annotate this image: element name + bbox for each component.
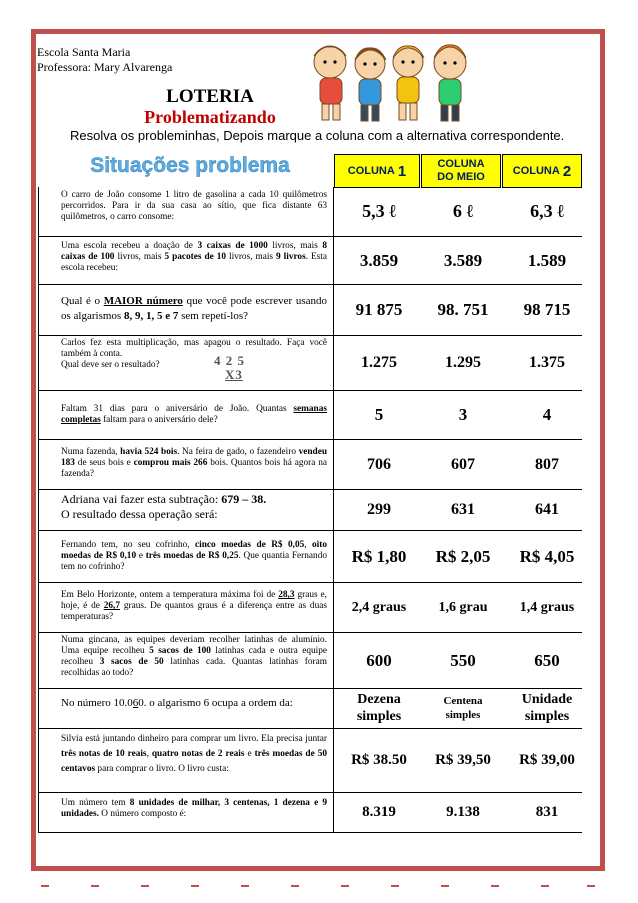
question-cell	[38, 530, 334, 582]
q-bold: 9 livros	[276, 252, 306, 262]
table-row	[38, 688, 582, 729]
q-bold: oito moedas de R$ 0,10	[61, 540, 327, 561]
answer-col1[interactable]: Dezena simples	[356, 692, 402, 724]
q-text: O resultado dessa operação será:	[61, 507, 218, 521]
q-text: Uma escola recebeu a doação de	[61, 241, 198, 251]
q-text: . Que quantia Fernando tem no cofrinho?	[61, 551, 327, 572]
q-bold: MAIOR número	[103, 295, 183, 307]
multiplication-factor: X3	[225, 367, 243, 382]
table-row	[38, 439, 582, 490]
q-text: sem repetí-los?	[178, 310, 248, 322]
answer-col1[interactable]: R$ 1,80	[351, 546, 407, 566]
q-text: Adriana vai fazer esta subtração:	[61, 492, 222, 506]
section-title: Situações problema	[90, 154, 290, 177]
answer-col1[interactable]: 600	[366, 650, 392, 670]
children-illustration	[300, 32, 500, 124]
table-row	[38, 284, 582, 336]
answer-col1[interactable]: 299	[367, 501, 391, 518]
teacher-name: Professora: Mary Alvarenga	[37, 60, 173, 74]
answer-col2[interactable]: R$ 4,05	[519, 546, 575, 566]
q-bold: três moedas de R$ 0,25	[145, 551, 239, 561]
q-text: Qual é o	[61, 295, 104, 307]
table-row	[38, 728, 582, 793]
q-text: Silvia está juntando dinheiro para comprar um livro. Ela precisa juntar	[61, 734, 327, 744]
question-cell	[38, 688, 334, 728]
table-row	[38, 632, 582, 689]
q-bold: 5 pacotes de 10	[164, 252, 227, 262]
table-row	[38, 489, 582, 531]
q-bold: 26,7	[103, 601, 121, 611]
answer-col1[interactable]: 8.319	[362, 803, 396, 820]
q-bold: 8 unidades de milhar, 3 centenas, 1 dezena e 9 unidades.	[61, 798, 327, 819]
q-text: graus e, hoje, é de	[61, 590, 327, 611]
instruction-text: Resolva os probleminhas, Depois marque a coluna com a alternativa correspondente.	[70, 128, 565, 143]
answer-col2[interactable]: Unidade simples	[521, 692, 573, 724]
q-bold: semanas completas	[61, 404, 327, 425]
q-text: faltam para o aniversário dele?	[100, 415, 218, 425]
q-text: Em Belo Horizonte, ontem a temperatura máxima foi de	[61, 590, 279, 600]
column-middle-header	[421, 154, 501, 188]
q-text: Fernando tem, no seu cofrinho,	[61, 540, 196, 550]
q-text: O número composto é:	[98, 809, 187, 819]
q-text: Um número tem	[61, 798, 130, 808]
page-title: LOTERIA	[166, 86, 254, 107]
q-underline: 6	[132, 697, 139, 709]
table-row	[38, 792, 582, 833]
answer-colmid[interactable]: 6 ℓ	[452, 201, 474, 221]
answer-colmid[interactable]: Centena simples	[443, 695, 483, 721]
school-name: Escola Santa Maria	[37, 45, 131, 59]
column-middle-label-2: DO MEIO	[437, 171, 485, 183]
answer-col2[interactable]: 1,4 graus	[519, 599, 575, 615]
table-row	[38, 530, 582, 583]
question-cell: O carro de João consome 1 litro de gasolina a cada 10 quilômetros percorridos. Para ir da sua casa ao sítio, que fica distante 63 quilômetros, o carro consome:	[38, 187, 334, 236]
answer-col2[interactable]: R$ 39,00	[519, 751, 575, 768]
answer-colmid[interactable]: 607	[451, 455, 475, 473]
question-cell	[38, 728, 334, 792]
table-row	[38, 187, 582, 237]
q-bold: comprou mais 266	[133, 458, 208, 468]
table-row	[38, 335, 582, 391]
answer-col2[interactable]: 1.375	[529, 354, 565, 371]
answer-colmid[interactable]: 550	[450, 650, 476, 670]
question-cell	[38, 284, 334, 335]
q-bold: 5 sacos de 100	[149, 646, 211, 656]
q-text: Numa gincana, as equipes deveriam recolher latinhas de alumínio. Uma equipe recolheu	[61, 635, 327, 656]
q-text: latinhas cada. Quantas latinhas foram recolhidas ao todo?	[61, 657, 327, 678]
q-text: . Na feira de gado, o fazendeiro	[177, 447, 299, 457]
column-1-label: COLUNA	[347, 165, 395, 177]
question-cell	[38, 582, 334, 632]
q-bold: havia 524 bois	[120, 447, 178, 457]
question-cell	[38, 489, 334, 530]
answer-col1[interactable]: 91 875	[355, 300, 403, 319]
table-row	[38, 236, 582, 285]
q-text: . Esta escola recebeu:	[61, 252, 328, 273]
q-text: ,	[146, 749, 152, 759]
column-1-header	[334, 154, 420, 188]
answer-col2[interactable]: 650	[534, 650, 560, 670]
q-text: latinhas cada e outra equipe recolheu	[61, 646, 327, 667]
answer-col2[interactable]: 807	[535, 455, 559, 473]
column-1-number: 1	[397, 162, 407, 180]
q-bold: 28,3	[278, 590, 295, 600]
table-row	[38, 390, 582, 440]
q-text: que você pode escrever usando os algarismos	[61, 295, 327, 322]
answer-col1[interactable]: 2,4 graus	[351, 599, 407, 615]
q-bold: 3 sacos de 50	[99, 657, 164, 667]
column-middle-label-1: COLUNA	[437, 158, 485, 170]
answer-colmid[interactable]: 3.589	[443, 250, 483, 270]
answer-col1[interactable]: 5	[374, 405, 384, 424]
answer-col1[interactable]: 1.275	[361, 354, 397, 371]
q-text: para comprar o livro. O livro custa:	[95, 764, 229, 774]
table-row	[38, 582, 582, 633]
q-text: No número 10.0	[61, 697, 133, 709]
q-text: bois. Quantos bois há agora na fazenda?	[61, 458, 327, 479]
q-text: Qual deve ser o resultado?	[61, 360, 160, 370]
q-text: graus. De quantos graus é a diferença entre as duas temperaturas?	[61, 601, 327, 622]
question-cell	[38, 632, 334, 688]
page-subtitle: Problematizando	[144, 107, 276, 127]
q-bold: três notas de 10 reais	[61, 749, 147, 759]
answer-colmid[interactable]: 1.295	[445, 354, 481, 371]
q-bold: 8, 9, 1, 5 e 7	[123, 310, 179, 322]
q-bold: quatro notas de 2 reais	[151, 749, 245, 759]
q-text: Faltam 31 dias para o aniversário de João. Quantas	[61, 404, 294, 414]
q-text: e	[244, 749, 255, 759]
answer-col2[interactable]: 831	[535, 803, 559, 820]
answer-col1[interactable]: 3.859	[359, 250, 399, 270]
answer-colmid[interactable]: 631	[451, 501, 475, 518]
q-bold: cinco moedas de R$ 0,05	[195, 540, 305, 550]
answer-col2[interactable]: 641	[535, 501, 559, 518]
q-text: livros, mais	[226, 252, 277, 262]
question-cell	[38, 439, 334, 489]
q-bold: vendeu 183	[61, 447, 327, 468]
question-cell	[38, 236, 334, 284]
answer-colmid[interactable]: 9.138	[446, 803, 480, 820]
q-text: 0. o algarismo 6 ocupa a ordem da:	[138, 697, 293, 709]
q-text: Numa fazenda,	[61, 447, 121, 457]
answer-colmid[interactable]: R$ 39,50	[435, 751, 491, 768]
multiplication-top: 4 2 5	[214, 353, 245, 368]
problems-table	[38, 187, 582, 849]
answer-col1[interactable]: R$ 38.50	[351, 751, 407, 768]
answer-colmid[interactable]: 1,6 grau	[438, 599, 488, 615]
answer-col1[interactable]: 5,3 ℓ	[362, 201, 396, 221]
q-bold: 3 caixas de 1000	[197, 241, 268, 251]
answer-colmid[interactable]: 3	[458, 405, 468, 424]
answer-col2[interactable]: 98 715	[523, 300, 571, 319]
bottom-decoration	[31, 883, 605, 889]
question-cell	[38, 335, 334, 390]
q-text: Carlos fez esta multiplicação, mas apagou o resultado. Faça você também à conta.	[61, 338, 327, 359]
answer-colmid[interactable]: R$ 2,05	[435, 546, 491, 566]
column-2-header	[502, 154, 582, 188]
column-2-label: COLUNA	[512, 165, 560, 177]
q-text: livros, mais	[114, 252, 165, 262]
q-bold: 679 – 38.	[221, 492, 267, 506]
question-cell	[38, 792, 334, 832]
q-text: e	[136, 551, 146, 561]
answer-col1[interactable]: 706	[367, 455, 391, 473]
answer-col2[interactable]: 1.589	[527, 250, 567, 270]
q-bold: três moedas de 50 centavos	[61, 749, 327, 774]
answer-colmid[interactable]: 98. 751	[437, 300, 489, 319]
answer-col2[interactable]: 4	[542, 405, 552, 424]
question-cell	[38, 390, 334, 439]
q-text: livros, mais	[267, 241, 323, 251]
q-text: de seus bois e	[74, 458, 134, 468]
column-2-number: 2	[562, 162, 572, 180]
q-bold: 8 caixas de 100	[61, 241, 327, 262]
answer-col2[interactable]: 6,3 ℓ	[530, 201, 564, 221]
q-text: ,	[304, 540, 313, 550]
